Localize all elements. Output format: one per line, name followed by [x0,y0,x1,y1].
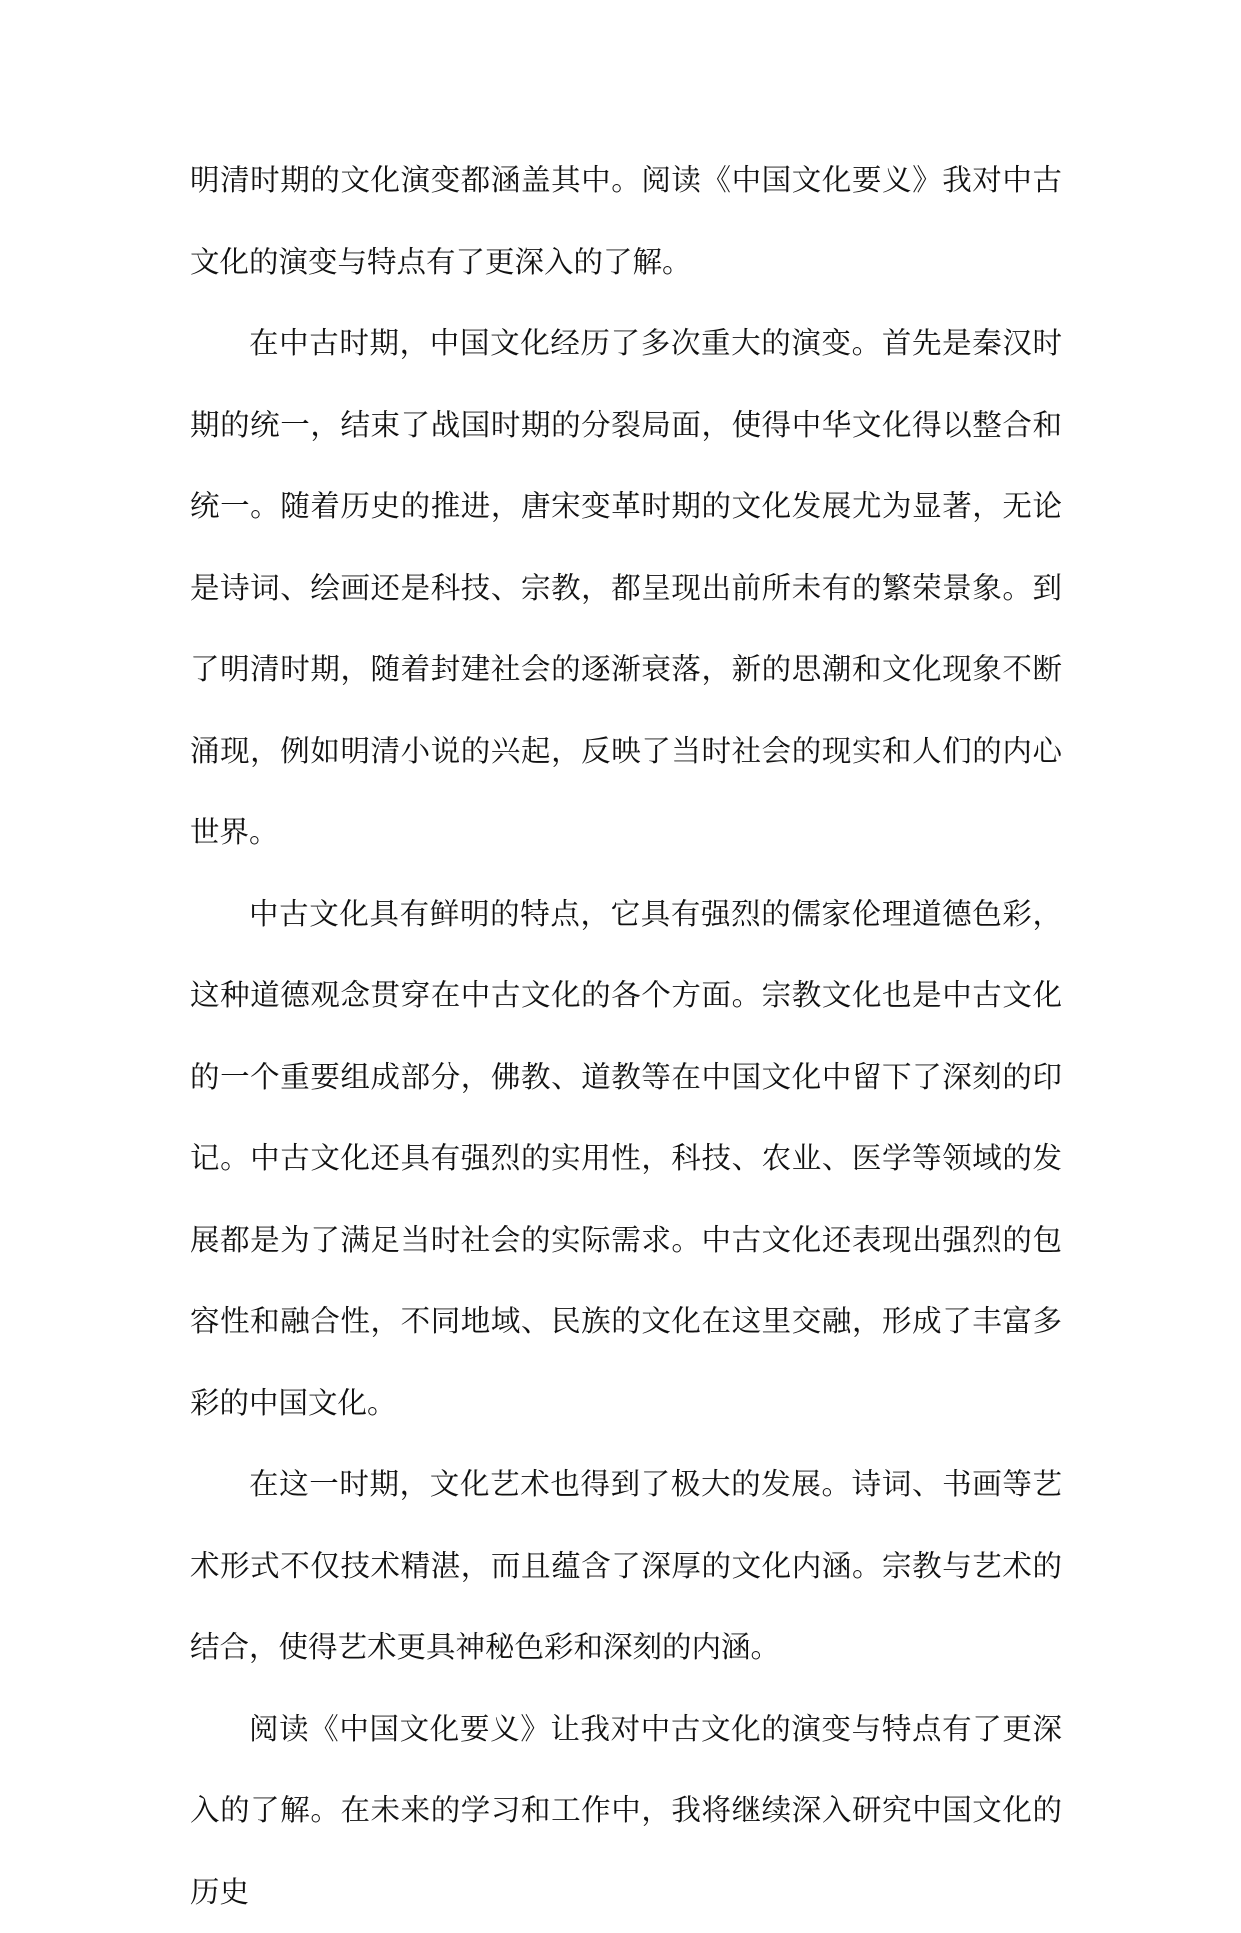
paragraph-arts: 在这一时期，文化艺术也得到了极大的发展。诗词、书画等艺术形式不仅技术精湛，而且蕴含了深厚的文化内涵。宗教与艺术的结合，使得艺术更具神秘色彩和深刻的内涵。 [190,1444,1062,1689]
paragraph-continuation: 明清时期的文化演变都涵盖其中。阅读《中国文化要义》我对中古文化的演变与特点有了更深入的了解。 [190,140,1062,303]
paragraph-characteristics: 中古文化具有鲜明的特点，它具有强烈的儒家伦理道德色彩，这种道德观念贯穿在中古文化的各个方面。宗教文化也是中古文化的一个重要组成部分，佛教、道教等在中国文化中留下了深刻的印记。中古文化还具有强烈的实用性，科技、农业、医学等领域的发展都是为了满足当时社会的实际需求。中古文化还表现出强烈的包容性和融合性，不同地域、民族的文化在这里交融，形成了丰富多彩的中国文化。 [190,874,1062,1445]
body-text [190,140,1062,1933]
paragraph-conclusion: 阅读《中国文化要义》让我对中古文化的演变与特点有了更深入的了解。在未来的学习和工作中，我将继续深入研究中国文化的历史 [190,1689,1062,1933]
paragraph-evolution: 在中古时期，中国文化经历了多次重大的演变。首先是秦汉时期的统一，结束了战国时期的分裂局面，使得中华文化得以整合和统一。随着历史的推进，唐宋变革时期的文化发展尤为显著，无论是诗词、绘画还是科技、宗教，都呈现出前所未有的繁荣景象。到了明清时期，随着封建社会的逐渐衰落，新的思潮和文化现象不断涌现，例如明清小说的兴起，反映了当时社会的现实和人们的内心世界。 [190,303,1062,874]
